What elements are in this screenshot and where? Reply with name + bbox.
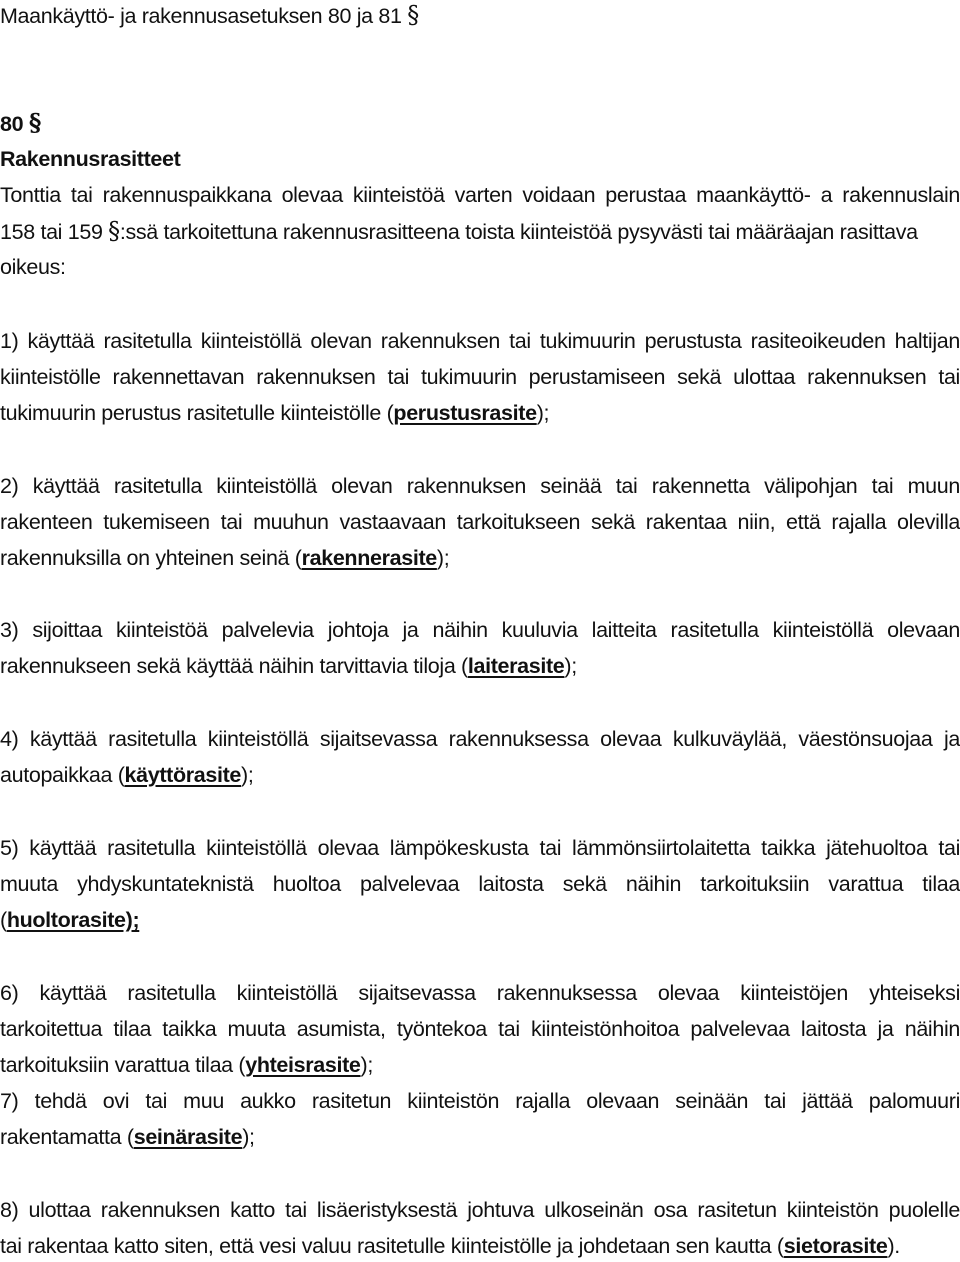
item-3-text: rakennukseen sekä käyttää näihin tarvittavia tiloja ( — [0, 654, 468, 678]
item-4-line-2 — [0, 760, 960, 790]
item-4-term: käyttörasite — [124, 763, 242, 787]
item-7-line-2 — [0, 1122, 960, 1152]
item-6-line-2: tarkoitettua tilaa taikka muuta asumista, työntekoa tai kiinteistönhoitoa palvelevaa laitosta ja näihin — [0, 1017, 960, 1041]
item-3-line-2 — [0, 651, 960, 681]
item-6-line-3 — [0, 1050, 960, 1080]
item-8-term: sietorasite — [783, 1234, 888, 1258]
item-3-end: ); — [564, 654, 577, 678]
item-3-line-1: 3) sijoittaa kiinteistöä palvelevia johtoja ja näihin kuuluvia laitteita rasitetulla kiinteistöllä olevaan — [0, 618, 960, 642]
item-2-term: rakennerasite — [301, 546, 437, 570]
item-7-text: rakentamatta ( — [0, 1125, 134, 1149]
intro-line-2-start: 158 tai 159 — [0, 220, 109, 244]
item-2-line-2: rakenteen tukemiseen tai muuhun vastaavaan tarkoitukseen sekä rakentaa niin, että rajalla olevilla — [0, 510, 960, 534]
intro-line-2 — [0, 216, 960, 247]
section-number — [0, 108, 960, 139]
item-2-line-3 — [0, 543, 960, 573]
item-1-term: perustusrasite — [393, 401, 537, 425]
item-5-line-1: 5) käyttää rasitetulla kiinteistöllä olevaa lämpökeskusta tai lämmönsiirtolaitetta taikka jätehuoltoa tai — [0, 836, 960, 860]
item-8-line-2 — [0, 1231, 960, 1261]
item-2-end: ); — [436, 546, 450, 570]
item-5-text: ( — [0, 908, 7, 932]
item-7-term: seinärasite — [133, 1125, 243, 1149]
intro-section-sign: § — [108, 217, 120, 245]
item-6-term: yhteisrasite — [245, 1053, 361, 1077]
item-2-line-1: 2) käyttää rasitetulla kiinteistöllä olevan rakennuksen seinää tai rakennetta välipohjan tai muun — [0, 474, 960, 498]
item-6-line-1: 6) käyttää rasitetulla kiinteistöllä sijaitsevassa rakennuksessa olevaa kiinteistöjen yhteiseksi — [0, 981, 960, 1005]
item-1-line-1: 1) käyttää rasitetulla kiinteistöllä olevan rakennuksen tai tukimuurin perustusta rasiteoikeuden haltijan — [0, 329, 960, 353]
document-header — [0, 0, 960, 31]
header-text: Maankäyttö- ja rakennusasetuksen 80 ja 81 — [0, 4, 402, 28]
item-1-line-3 — [0, 398, 960, 428]
section-title: Rakennusrasitteet — [0, 147, 181, 171]
item-6-text: tarkoituksiin varattua tilaa ( — [0, 1053, 246, 1077]
item-8-text: tai rakentaa katto siten, että vesi valuu rasitetulle kiinteistölle ja johdetaan sen kautta ( — [0, 1234, 784, 1258]
item-5-term: huoltorasite); — [6, 908, 140, 932]
item-8-end: ). — [887, 1234, 900, 1258]
item-4-end: ); — [241, 763, 254, 787]
item-1-line-2: kiinteistölle rakennettavan rakennuksen tai tukimuurin perustamiseen sekä ulottaa rakennuksen tai — [0, 365, 960, 389]
intro-line-2-end: :ssä tarkoitettuna rakennusrasitteena toista kiinteistöä pysyvästi tai määräajan rasittava — [119, 220, 918, 244]
item-1-text: tukimuurin perustus rasitetulle kiinteistölle ( — [0, 401, 394, 425]
item-8-line-1: 8) ulottaa rakennuksen katto tai lisäeristyksestä johtuva ulkoseinän osa rasitetun kiinteistön puolelle — [0, 1198, 960, 1222]
section-sign: § — [28, 108, 42, 137]
item-7-line-1: 7) tehdä ovi tai muu aukko rasitetun kiinteistön rajalla olevaan seinään tai jättää palomuuri — [0, 1089, 960, 1113]
item-4-line-1: 4) käyttää rasitetulla kiinteistöllä sijaitsevassa rakennuksessa olevaa kulkuväylää, väestönsuojaa ja — [0, 727, 960, 751]
item-5-line-3 — [0, 905, 960, 935]
item-4-text: autopaikkaa ( — [0, 763, 125, 787]
item-6-end: ); — [360, 1053, 373, 1077]
intro-line-3: oikeus: — [0, 255, 66, 279]
item-3-term: laiterasite — [467, 654, 565, 678]
intro-line-1: Tonttia tai rakennuspaikkana olevaa kiinteistöä varten voidaan perustaa maankäyttö- a rakennuslain — [0, 183, 960, 207]
item-7-end: ); — [242, 1125, 255, 1149]
header-section-sign: § — [407, 1, 419, 29]
section-number-text: 80 — [0, 112, 24, 136]
item-2-text: rakennuksilla on yhteinen seinä ( — [0, 546, 302, 570]
item-1-end: ); — [536, 401, 550, 425]
item-5-line-2: muuta yhdyskuntateknistä huoltoa palvelevaa laitosta sekä näihin tarkoituksiin varattua tilaa — [0, 872, 960, 896]
